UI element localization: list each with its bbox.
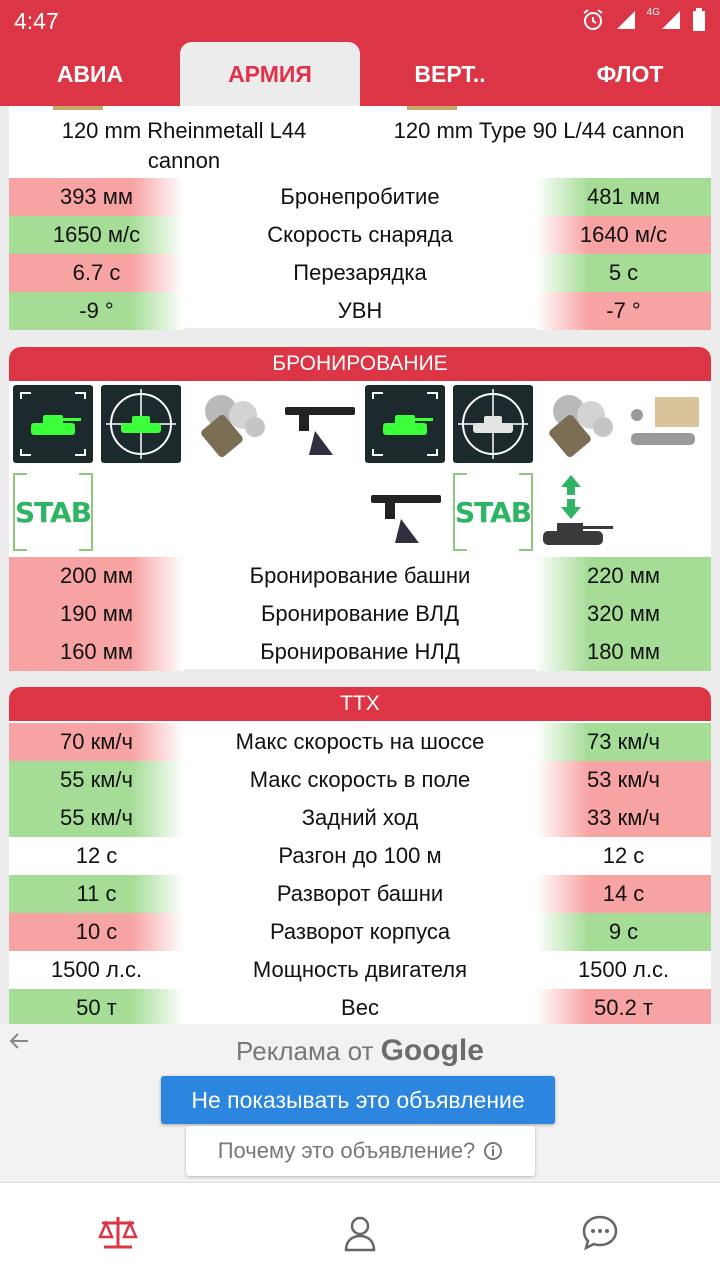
network-type: 4G — [646, 6, 660, 18]
stat-label: Бронепробитие — [280, 184, 440, 209]
tab-avia[interactable]: АВИА — [56, 60, 124, 87]
stat-row — [9, 989, 711, 1024]
right-value: 9 с — [536, 913, 711, 951]
night-vision-icon — [101, 385, 181, 463]
left-value: 200 мм — [9, 557, 184, 595]
tab-helicopters[interactable]: ВЕРТ.. — [414, 60, 486, 87]
stat-row — [9, 292, 711, 330]
left-value: 1650 м/с — [9, 216, 184, 254]
ttx-section-title: ТТХ — [9, 687, 711, 721]
right-value: 33 км/ч — [536, 799, 711, 837]
right-value: 53 км/ч — [536, 761, 711, 799]
thermal-sight-icon — [13, 385, 93, 463]
left-value: 11 с — [9, 875, 184, 913]
tab-navy[interactable]: ФЛОТ — [596, 60, 664, 87]
stat-row — [9, 913, 711, 951]
gun-name-right: 120 mm Type 90 L/44 cannon — [393, 118, 685, 143]
thermal-sight-icon — [365, 385, 445, 463]
stat-label: Вес — [341, 995, 379, 1020]
chat-icon — [581, 1214, 619, 1252]
stat-row — [9, 216, 711, 254]
stat-row — [9, 837, 711, 875]
ttx-card — [9, 687, 711, 1024]
stabilizer-label: STAB — [454, 495, 532, 529]
night-vision-icon — [453, 385, 533, 463]
stat-row — [9, 951, 711, 989]
left-value: 190 мм — [9, 595, 184, 633]
gun-image-right — [407, 106, 457, 110]
info-icon — [483, 1141, 503, 1161]
right-value: 1500 л.с. — [577, 957, 670, 982]
left-value: 1500 л.с. — [50, 957, 143, 982]
stabilizer-icon — [453, 473, 533, 551]
tab-army[interactable]: АРМИЯ — [180, 42, 360, 106]
right-value: 73 км/ч — [536, 723, 711, 761]
right-value: 481 мм — [536, 178, 711, 216]
ad-title — [0, 1034, 720, 1068]
stat-label: Перезарядка — [293, 260, 427, 285]
left-value: 55 км/ч — [9, 799, 184, 837]
alarm-icon — [581, 8, 605, 32]
right-value: 12 с — [602, 843, 645, 868]
left-value: 55 км/ч — [9, 761, 184, 799]
stat-label: Разгон до 100 м — [278, 843, 442, 868]
stat-row — [9, 178, 711, 216]
signal-icon-2 — [660, 9, 682, 31]
machine-gun-icon — [365, 473, 445, 551]
suspension-adjust-icon — [539, 473, 619, 551]
google-logo: Google — [380, 1034, 484, 1067]
status-bar — [0, 0, 720, 42]
left-value: 12 с — [75, 843, 118, 868]
stat-row — [9, 723, 711, 761]
stat-label: Разворот корпуса — [269, 919, 451, 944]
left-value: -9 ° — [9, 292, 184, 330]
nav-compare[interactable] — [96, 1213, 140, 1253]
right-value: 220 мм — [536, 557, 711, 595]
left-value: 6.7 с — [9, 254, 184, 292]
stabilizer-label: STAB — [14, 495, 92, 529]
left-value: 70 км/ч — [9, 723, 184, 761]
bottom-navigation — [0, 1182, 720, 1280]
left-value: 393 мм — [9, 178, 184, 216]
left-value: 50 т — [9, 989, 184, 1024]
why-ad-label: Почему это объявление? — [217, 1138, 476, 1163]
armor-card — [9, 347, 711, 669]
right-value: 5 с — [536, 254, 711, 292]
hide-ad-button[interactable]: Не показывать это объявление — [161, 1076, 555, 1124]
right-value: 1640 м/с — [536, 216, 711, 254]
user-icon — [342, 1214, 378, 1252]
smoke-grenade-icon — [191, 385, 271, 463]
stat-label: Макс скорость в поле — [249, 767, 471, 792]
stat-label: Мощность двигателя — [252, 957, 468, 982]
right-value: -7 ° — [536, 292, 711, 330]
stat-label: Скорость снаряда — [267, 222, 453, 247]
machine-gun-icon — [279, 385, 359, 463]
gun-name-left: 120 mm Rheinmetall L44 cannon — [61, 118, 307, 173]
stat-row — [9, 799, 711, 837]
category-tabs — [0, 42, 720, 106]
stat-row — [9, 595, 711, 633]
stat-row — [9, 875, 711, 913]
stat-label: Бронирование НЛД — [260, 639, 460, 664]
nav-chat[interactable] — [578, 1213, 622, 1253]
gun-image-left — [53, 106, 103, 110]
left-value: 10 с — [9, 913, 184, 951]
stat-row — [9, 254, 711, 292]
stat-row — [9, 633, 711, 671]
stat-label: Бронирование ВЛД — [260, 601, 460, 626]
ammo-belt-icon — [625, 385, 705, 463]
nav-profile[interactable] — [338, 1213, 382, 1253]
right-value: 50.2 т — [536, 989, 711, 1024]
stat-label: Задний ход — [301, 805, 419, 830]
battery-icon — [692, 8, 706, 32]
ad-title-prefix: Реклама от — [236, 1036, 374, 1066]
scales-icon — [96, 1215, 140, 1251]
stabilizer-icon — [13, 473, 93, 551]
comparison-content[interactable] — [0, 106, 720, 1024]
right-value: 320 мм — [536, 595, 711, 633]
right-value: 14 с — [536, 875, 711, 913]
stat-row — [9, 761, 711, 799]
stat-label: Бронирование башни — [249, 563, 471, 588]
stat-row — [9, 557, 711, 595]
stat-label: Разворот башни — [276, 881, 444, 906]
right-value: 180 мм — [536, 633, 711, 671]
left-value: 160 мм — [9, 633, 184, 671]
status-time: 4:47 — [14, 8, 59, 34]
status-icons — [581, 8, 706, 32]
why-ad-button[interactable] — [186, 1126, 535, 1176]
smoke-grenade-icon — [539, 385, 619, 463]
stat-label: Макс скорость на шоссе — [235, 729, 485, 754]
ad-panel — [0, 1024, 720, 1182]
armor-section-title: БРОНИРОВАНИЕ — [9, 347, 711, 381]
gun-card — [9, 106, 711, 328]
signal-icon — [615, 9, 637, 31]
stat-label: УВН — [337, 298, 383, 323]
